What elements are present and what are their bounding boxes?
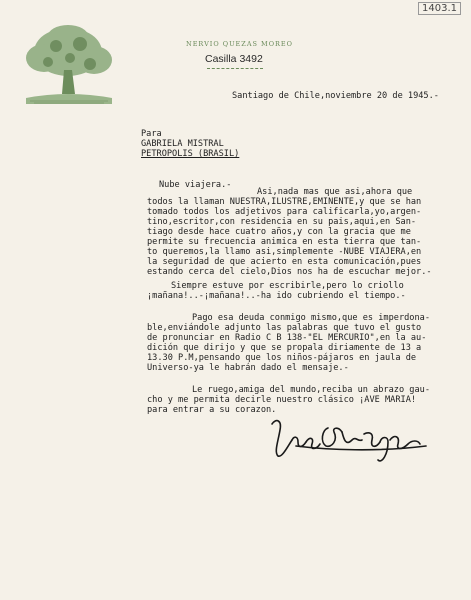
text-line: todos la llaman NUESTRA,ILUSTRE,EMINENTE,y que se han — [147, 197, 422, 207]
text-line: tino,escritor,con residencia en su pais,aqui,en San- — [147, 217, 417, 227]
letterhead-divider — [207, 68, 263, 69]
text-line: to queremos,la llamo asi,simplemente -NUBE VIAJERA,en — [147, 247, 422, 257]
text-line: 13.30 P.M,pensando que los niños-pájaros en jaula de — [147, 353, 417, 363]
text-line: Asi,nada mas que asi,ahora que — [257, 187, 413, 197]
text-line: estando cerca del cielo,Dios nos ha de escuchar mejor.- — [147, 267, 432, 277]
text-line: Pago esa deuda conmigo mismo,que es imperdona- — [192, 313, 430, 323]
text-line: Le ruego,amiga del mundo,reciba un abrazo gau- — [192, 385, 430, 395]
text-line: la seguridad de que acierto en esta comunicación,pues — [147, 257, 422, 267]
text-line: de pronunciar en Radio C B 138-"EL MERCURIO",en la au- — [147, 333, 427, 343]
casilla-number: 3492 — [239, 53, 263, 65]
text-line: ble,enviándole adjunto las palabras que tuvo el gusto — [147, 323, 422, 333]
archive-number: 1403.1 — [418, 2, 461, 15]
salutation: Nube viajera.- — [159, 180, 232, 190]
text-line: para entrar a su corazon. — [147, 405, 277, 415]
text-line: Universo-ya le habrán dado el mensaje.- — [147, 363, 349, 373]
tree-logo-icon — [20, 22, 118, 108]
text-line: permite su frecuencia animica en esta tierra que tan- — [147, 237, 422, 247]
text-line: dición que dirijo y que se propala diriamente de 13 a — [147, 343, 422, 353]
letterhead-name: NERVIO QUEZAS MOREO — [186, 40, 293, 48]
text-line: cho y me permita decirle nuestro clásico ¡AVE MARIA! — [147, 395, 417, 405]
date-line: Santiago de Chile,noviembre 20 de 1945.- — [232, 91, 439, 101]
text-line: Siempre estuve por escribirle,pero lo criollo — [171, 281, 404, 291]
casilla-label: Casilla — [205, 53, 237, 65]
handwritten-signature — [268, 410, 438, 470]
address-name: GABRIELA MISTRAL — [141, 139, 224, 149]
address-para: Para — [141, 129, 162, 139]
text-line: tomado todos los adjetivos para calificarla,yo,argen- — [147, 207, 422, 217]
text-line: ¡mañana!..-¡mañana!..-ha ido cubriendo el tiempo.- — [147, 291, 406, 301]
letterhead-casilla — [205, 53, 263, 65]
text-line: tiago desde hace cuatro años,y con la gracia que me — [147, 227, 411, 237]
address-place: PETROPOLIS (BRASIL) — [141, 149, 240, 159]
